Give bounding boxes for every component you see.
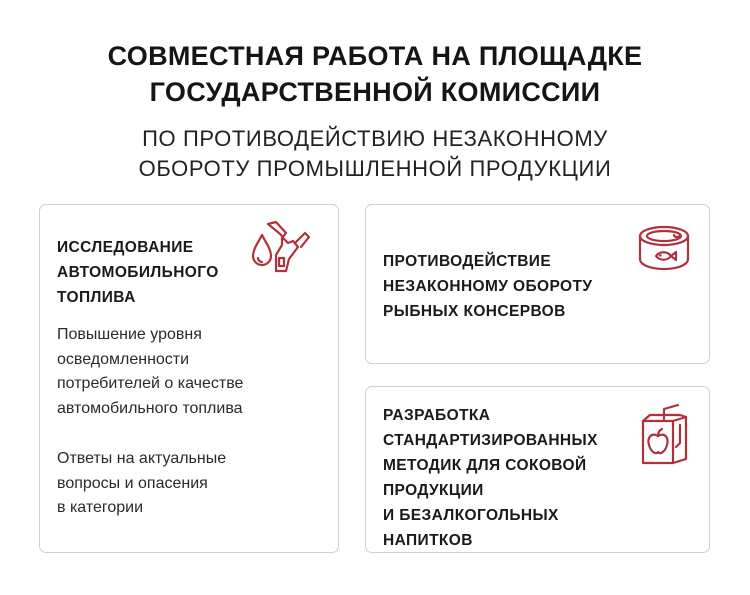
card-juice-title-line: НАПИТКОВ [383,532,473,549]
juice-box-icon [638,403,692,465]
card-fuel-paragraph-1-line: Повышение уровня [57,326,202,343]
fuel-pump-nozzle-icon [248,219,314,275]
card-fish-title [383,249,592,324]
page-title-line-2: ГОСУДАРСТВЕННОЙ КОМИССИИ [149,77,601,107]
card-fuel-paragraph-2-line: вопросы и опасения [57,474,208,492]
page-subtitle [0,124,750,184]
card-juice-methods [365,386,710,553]
card-juice-title-line: РАЗРАБОТКА [383,407,491,424]
card-fuel-title-line: АВТОМОБИЛЬНОГО [57,264,219,281]
card-fuel-research [39,204,339,553]
card-fish-preserves [365,204,710,364]
card-fuel-paragraph-2-line: в категории [57,499,144,516]
page-subtitle-line-1: ПО ПРОТИВОДЕЙСТВИЮ НЕЗАКОННОМУ [142,126,608,151]
card-fuel-paragraph-2 [57,447,226,521]
card-juice-title-line: МЕТОДИК ДЛЯ СОКОВОЙ [383,457,587,474]
card-fuel-title [57,235,219,310]
page-title [0,38,750,110]
page-title-line-1: СОВМЕСТНАЯ РАБОТА НА ПЛОЩАДКЕ [107,41,643,71]
card-fuel-paragraph-1 [57,323,243,421]
card-fish-title-line: НЕЗАКОННОМУ ОБОРОТУ [383,278,593,295]
card-fuel-title-line: ТОПЛИВА [57,289,136,306]
card-fuel-paragraph-1-line: осведомленности [57,350,190,368]
card-fuel-paragraph-1-line: автомобильного топлива [57,399,243,417]
card-fuel-paragraph-1-line: потребителей о качестве [57,375,244,392]
card-juice-title [383,403,598,553]
card-juice-title-line: СТАНДАРТИЗИРОВАННЫХ [383,432,598,449]
card-fuel-paragraph-2-line: Ответы на актуальные [57,450,227,467]
fish-can-icon [636,223,692,275]
card-fish-title-line: РЫБНЫХ КОНСЕРВОВ [383,303,566,320]
card-juice-title-line: ПРОДУКЦИИ [383,482,484,499]
card-fish-title-line: ПРОТИВОДЕЙСТВИЕ [383,253,552,270]
page-subtitle-line-2: ОБОРОТУ ПРОМЫШЛЕННОЙ ПРОДУКЦИИ [138,156,612,181]
card-juice-title-line: И БЕЗАЛКОГОЛЬНЫХ [383,507,559,524]
card-fuel-title-line: ИССЛЕДОВАНИЕ [57,239,194,256]
